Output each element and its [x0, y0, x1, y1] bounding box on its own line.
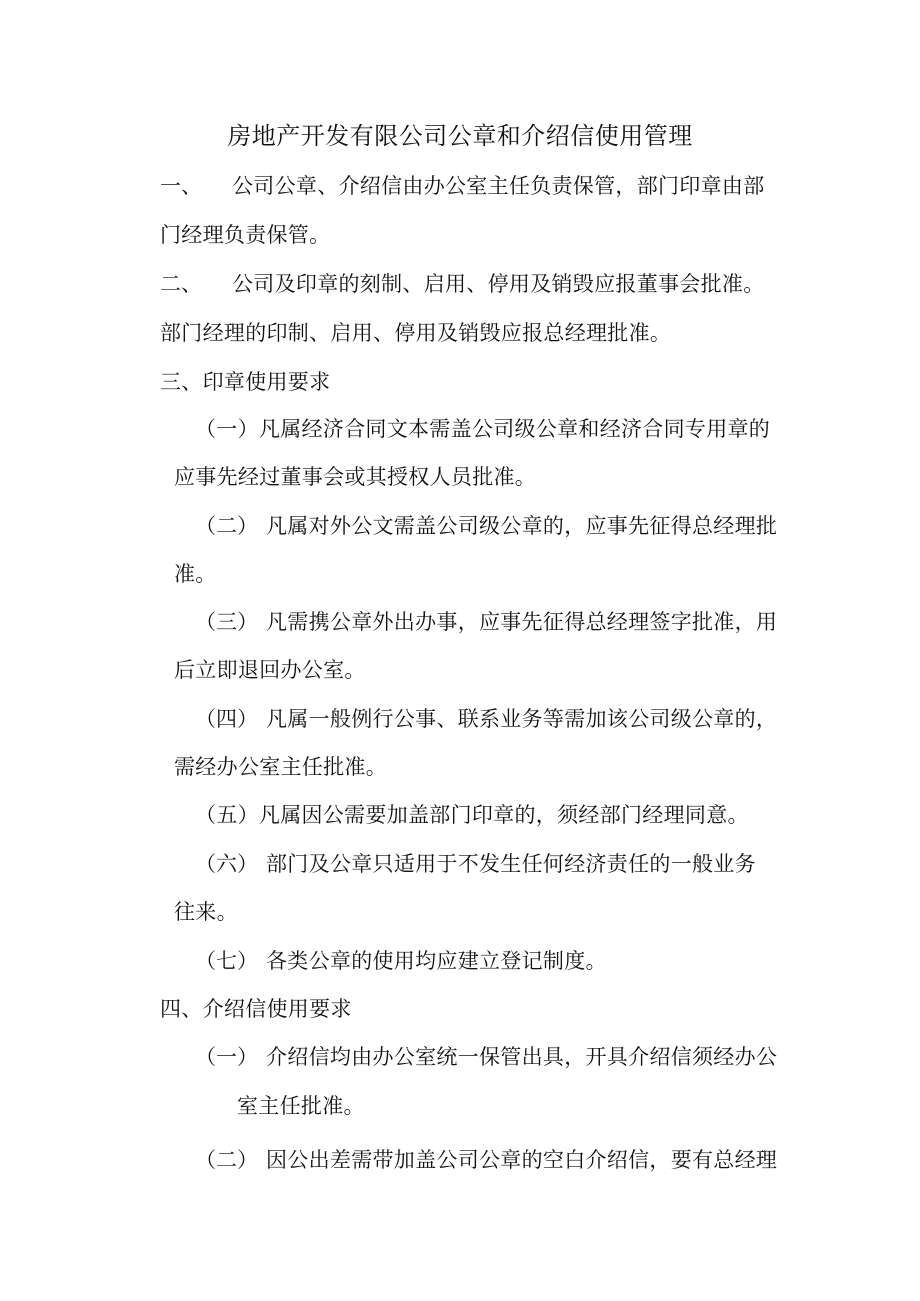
s4-item-2-line-1: 因公出差需带加盖公司公章的空白介绍信，要有总经理 — [266, 1148, 778, 1172]
s3-item-4-line-2: 需经办公室主任批准。 — [174, 755, 387, 779]
s3-item-1-line-1: （一）凡属经济合同文本需盖公司级公章和经济合同专用章的 — [195, 417, 771, 441]
s3-item-5-line-1: （五）凡属因公需要加盖部门印章的，须经部门经理同意。 — [195, 803, 749, 827]
s3-item-7-number: （七） — [195, 949, 258, 973]
section-4-heading: 四、介绍信使用要求 — [160, 997, 352, 1021]
section-1-line-2: 门经理负责保管。 — [160, 223, 331, 247]
s4-item-1-line-2: 室主任批准。 — [237, 1094, 365, 1118]
section-1-line-1: 公司公章、介绍信由办公室主任负责保管，部门印章由部 — [232, 174, 765, 198]
s4-item-1-line-1: 介绍信均由办公室统一保管出具，开具介绍信须经办公 — [266, 1045, 778, 1069]
s3-item-4-number: （四） — [195, 707, 258, 731]
s3-item-6-number: （六） — [195, 852, 258, 876]
s3-item-6-line-2: 往来。 — [174, 900, 238, 924]
s4-item-2-number: （二） — [195, 1148, 258, 1172]
s3-item-2-line-1: 凡属对外公文需盖公司级公章的，应事先征得总经理批 — [266, 514, 778, 538]
section-1-number: 一、 — [160, 174, 202, 198]
s3-item-2-line-2: 准。 — [174, 562, 217, 586]
s3-item-1-line-2: 应事先经过董事会或其授权人员批准。 — [174, 465, 537, 489]
s3-item-6-line-1: 部门及公章只适用于不发生任何经济责任的一般业务 — [266, 852, 756, 876]
section-2-number: 二、 — [160, 272, 202, 296]
s3-item-3-number: （三） — [195, 610, 258, 634]
s3-item-3-line-1: 凡需携公章外出办事，应事先征得总经理签字批准，用 — [266, 610, 778, 634]
s3-item-4-line-1: 凡属一般例行公事、联系业务等需加该公司级公章的， — [266, 707, 778, 731]
section-2-line-2: 部门经理的印制、启用、停用及销毁应报总经理批准。 — [160, 321, 672, 345]
document-title: 房地产开发有限公司公章和介绍信使用管理 — [227, 122, 693, 150]
s3-item-7-line-1: 各类公章的使用均应建立登记制度。 — [266, 949, 607, 973]
s3-item-2-number: （二） — [195, 514, 258, 538]
section-2-line-1: 公司及印章的刻制、启用、停用及销毁应报董事会批准。 — [232, 272, 765, 296]
s3-item-3-line-2: 后立即退回办公室。 — [174, 658, 366, 682]
s4-item-1-number: （一） — [195, 1045, 258, 1069]
section-3-heading: 三、印章使用要求 — [160, 370, 331, 394]
